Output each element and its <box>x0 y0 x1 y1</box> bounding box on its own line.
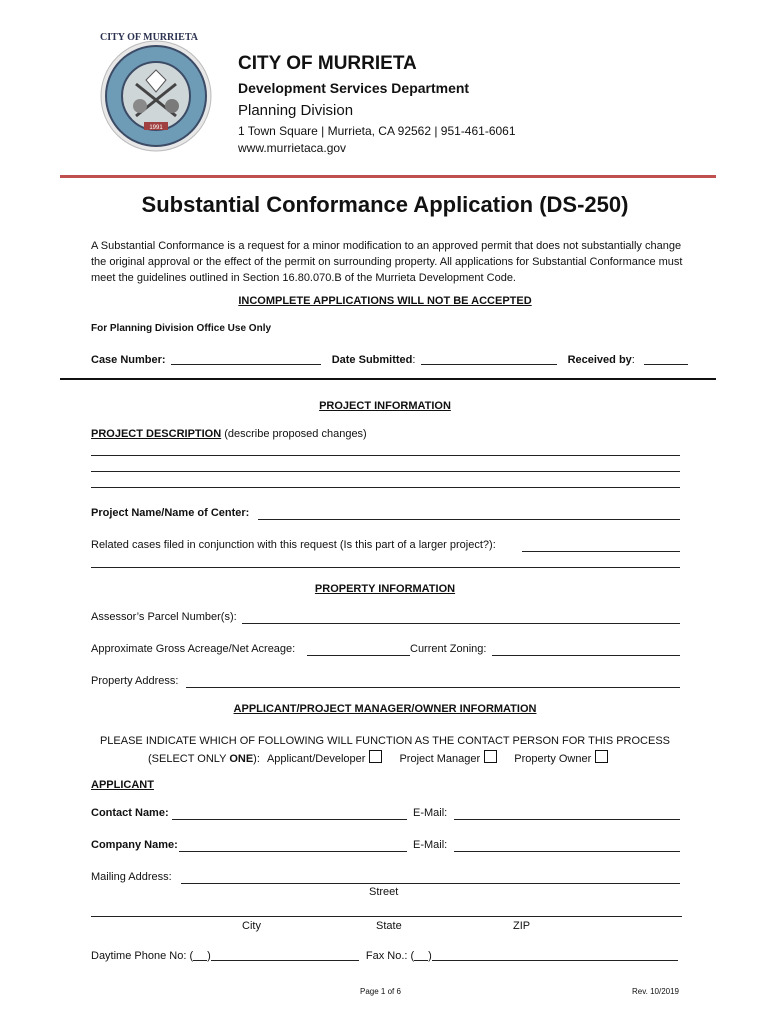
seal-text: CITY OF MURRIETA <box>100 32 198 43</box>
project-description-line-1[interactable] <box>91 455 680 456</box>
city-name: CITY OF MURRIETA <box>238 53 417 74</box>
fax-label: Fax No.: <box>365 950 408 962</box>
related-cases-label: Related cases filed in conjunction with this request (Is this part of a larger project?): <box>91 539 496 551</box>
contact-options-row <box>148 750 608 765</box>
fax-area-close: ) <box>428 950 432 962</box>
company-email-label: E-Mail: <box>413 839 448 851</box>
project-name-field[interactable] <box>258 519 680 520</box>
related-cases-field-line-2[interactable] <box>91 567 680 568</box>
property-owner-checkbox[interactable] <box>595 750 608 763</box>
intro-paragraph: A Substantial Conformance is a request for a minor modification to an approved permit that does not substantially change the original approval or the effect of the permit on surrounding property. All applications for Substantial Conformance must meet the guidelines outlined in Section 16.80.070.B of the Murrieta Development Code. <box>91 240 683 284</box>
phone-area-code-field[interactable] <box>193 948 207 961</box>
street-caption: Street <box>369 886 399 898</box>
fax-area-code-field[interactable] <box>414 948 428 961</box>
project-name-label: Project Name/Name of Center: <box>91 507 250 519</box>
page-number: Page 1 of 6 <box>360 987 401 996</box>
fax-area-open: ( <box>410 950 415 962</box>
phone-area-open: ( <box>189 950 194 962</box>
applicant-info-heading: APPLICANT/PROJECT MANAGER/OWNER INFORMATION <box>233 703 537 715</box>
instruction-one: ONE <box>229 753 254 765</box>
mailing-street-field[interactable] <box>181 883 680 884</box>
fax-number-field[interactable] <box>432 948 678 961</box>
company-name-label: Company Name: <box>91 839 178 851</box>
acreage-field[interactable] <box>307 655 410 656</box>
website-link[interactable]: www.murrietaca.gov <box>238 141 347 155</box>
option-applicant-label: Applicant/Developer <box>266 753 366 765</box>
contact-instruction: PLEASE INDICATE WHICH OF FOLLOWING WILL FUNCTION AS THE CONTACT PERSON FOR THIS PROCESS <box>99 735 671 747</box>
phone-number-field[interactable] <box>211 948 359 961</box>
received-by-label: Received by <box>567 354 632 366</box>
phone-label: Daytime Phone No: <box>91 950 187 962</box>
office-use-row <box>91 352 691 366</box>
header-rule <box>60 175 716 178</box>
company-name-field[interactable] <box>179 851 407 852</box>
project-description-row <box>91 428 367 440</box>
contact-email-field[interactable] <box>454 819 680 820</box>
date-submitted-label: Date Submitted <box>331 354 413 366</box>
mailing-address-label: Mailing Address: <box>91 871 172 883</box>
state-caption: State <box>376 920 402 932</box>
instruction-post: ): <box>253 753 260 765</box>
apn-field[interactable] <box>242 623 680 624</box>
option-owner-label: Property Owner <box>514 753 592 765</box>
phone-row <box>91 948 678 962</box>
project-description-hint: (describe proposed changes) <box>224 428 367 440</box>
acreage-label: Approximate Gross Acreage/Net Acreage: <box>91 643 296 655</box>
option-manager-label: Project Manager <box>399 753 481 765</box>
contact-name-field[interactable] <box>172 819 407 820</box>
phone-area-close: ) <box>207 950 211 962</box>
contact-email-label: E-Mail: <box>413 807 448 819</box>
property-address-label: Property Address: <box>91 675 179 687</box>
instruction-pre: (SELECT ONLY <box>148 753 230 765</box>
property-address-field[interactable] <box>186 687 680 688</box>
zip-caption: ZIP <box>513 920 531 932</box>
mailing-city-state-zip-field[interactable] <box>91 916 682 917</box>
incomplete-notice: INCOMPLETE APPLICATIONS WILL NOT BE ACCEPTED <box>238 295 532 307</box>
date-submitted-colon: : <box>412 354 416 366</box>
seal-year: 1991 <box>149 125 163 131</box>
applicant-heading: APPLICANT <box>91 779 154 791</box>
zoning-label: Current Zoning: <box>410 643 487 655</box>
project-description-line-2[interactable] <box>91 471 680 472</box>
division-name: Planning Division <box>238 102 354 119</box>
project-description-line-3[interactable] <box>91 487 680 488</box>
department-name: Development Services Department <box>238 80 470 96</box>
city-caption: City <box>242 920 261 932</box>
date-submitted-field[interactable] <box>421 352 557 365</box>
contact-name-label: Contact Name: <box>91 807 169 819</box>
company-email-field[interactable] <box>454 851 680 852</box>
revision-date: Rev. 10/2019 <box>632 987 679 996</box>
case-number-label: Case Number: <box>91 354 166 366</box>
project-manager-checkbox[interactable] <box>484 750 497 763</box>
project-info-heading: PROJECT INFORMATION <box>319 400 451 412</box>
city-seal-logo <box>100 32 212 152</box>
office-use-rule <box>60 378 716 380</box>
office-use-heading: For Planning Division Office Use Only <box>91 323 272 334</box>
contact-address: 1 Town Square | Murrieta, CA 92562 | 951-461-6061 <box>238 124 516 138</box>
case-number-field[interactable] <box>171 352 321 365</box>
apn-label: Assessor’s Parcel Number(s): <box>91 611 237 623</box>
project-description-label: PROJECT DESCRIPTION <box>91 428 222 440</box>
form-title: Substantial Conformance Application (DS-250) <box>141 192 629 217</box>
applicant-checkbox[interactable] <box>369 750 382 763</box>
received-by-field[interactable] <box>644 352 688 365</box>
related-cases-field[interactable] <box>522 551 680 552</box>
property-info-heading: PROPERTY INFORMATION <box>314 583 456 595</box>
received-by-colon: : <box>631 354 635 366</box>
zoning-field[interactable] <box>492 655 680 656</box>
